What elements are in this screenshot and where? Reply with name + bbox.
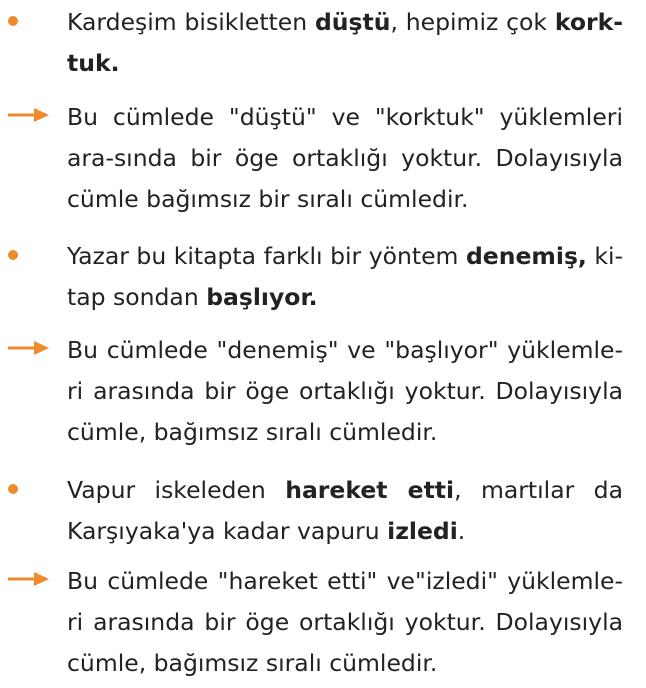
text-segment: ki-tap sondan [67, 242, 623, 311]
bold-predicate: başlıyor. [206, 283, 318, 311]
bold-predicate: izledi [387, 517, 458, 545]
text-segment: , martılar da Karşıyaka'ya kadar vapuru [67, 476, 631, 545]
example-text [67, 470, 631, 552]
orange-dot-icon [8, 484, 18, 494]
explanation-text [67, 330, 631, 453]
bold-predicate: hareket etti [285, 476, 455, 504]
text-segment: Vapur iskeleden [67, 476, 286, 504]
orange-dot-icon [8, 250, 18, 260]
explanation-text [67, 97, 631, 220]
orange-arrow-right-icon [6, 340, 50, 356]
text-segment: Bu cümlede "hareket etti" ve"izledi" yüklemle-ri arasında bir öge ortaklığı yoktur. Dolayısıyla cümle, bağımsız sıralı cümledir. [67, 567, 631, 677]
text-segment: . [457, 517, 466, 545]
orange-arrow-right-icon [6, 107, 50, 123]
orange-arrow-right-icon [6, 571, 50, 587]
text-segment: Bu cümlede "denemiş" ve "başlıyor" yüklemle-ri arasında bir öge ortaklığı yoktur. Dolayısıyla cümle, bağımsız sıralı cümledir. [67, 336, 631, 446]
text-segment: Kardeşim bisikletten [67, 8, 315, 36]
bold-predicate: kork-tuk. [67, 8, 623, 77]
example-text [67, 236, 623, 318]
orange-dot-icon [8, 16, 18, 26]
explanation-text [67, 561, 631, 684]
text-segment: , hepimiz çok [390, 8, 555, 36]
example-text [67, 2, 623, 84]
text-segment: Yazar bu kitapta farklı bir yöntem [67, 242, 466, 270]
bold-predicate: düştü [314, 8, 391, 36]
bold-predicate: denemiş, [465, 242, 587, 270]
text-segment: Bu cümlede "düştü" ve "korktuk" yüklemleri ara-sında bir öge ortaklığı yoktur. Dolayısıyla cümle bağımsız bir sıralı cümledir. [67, 103, 631, 213]
